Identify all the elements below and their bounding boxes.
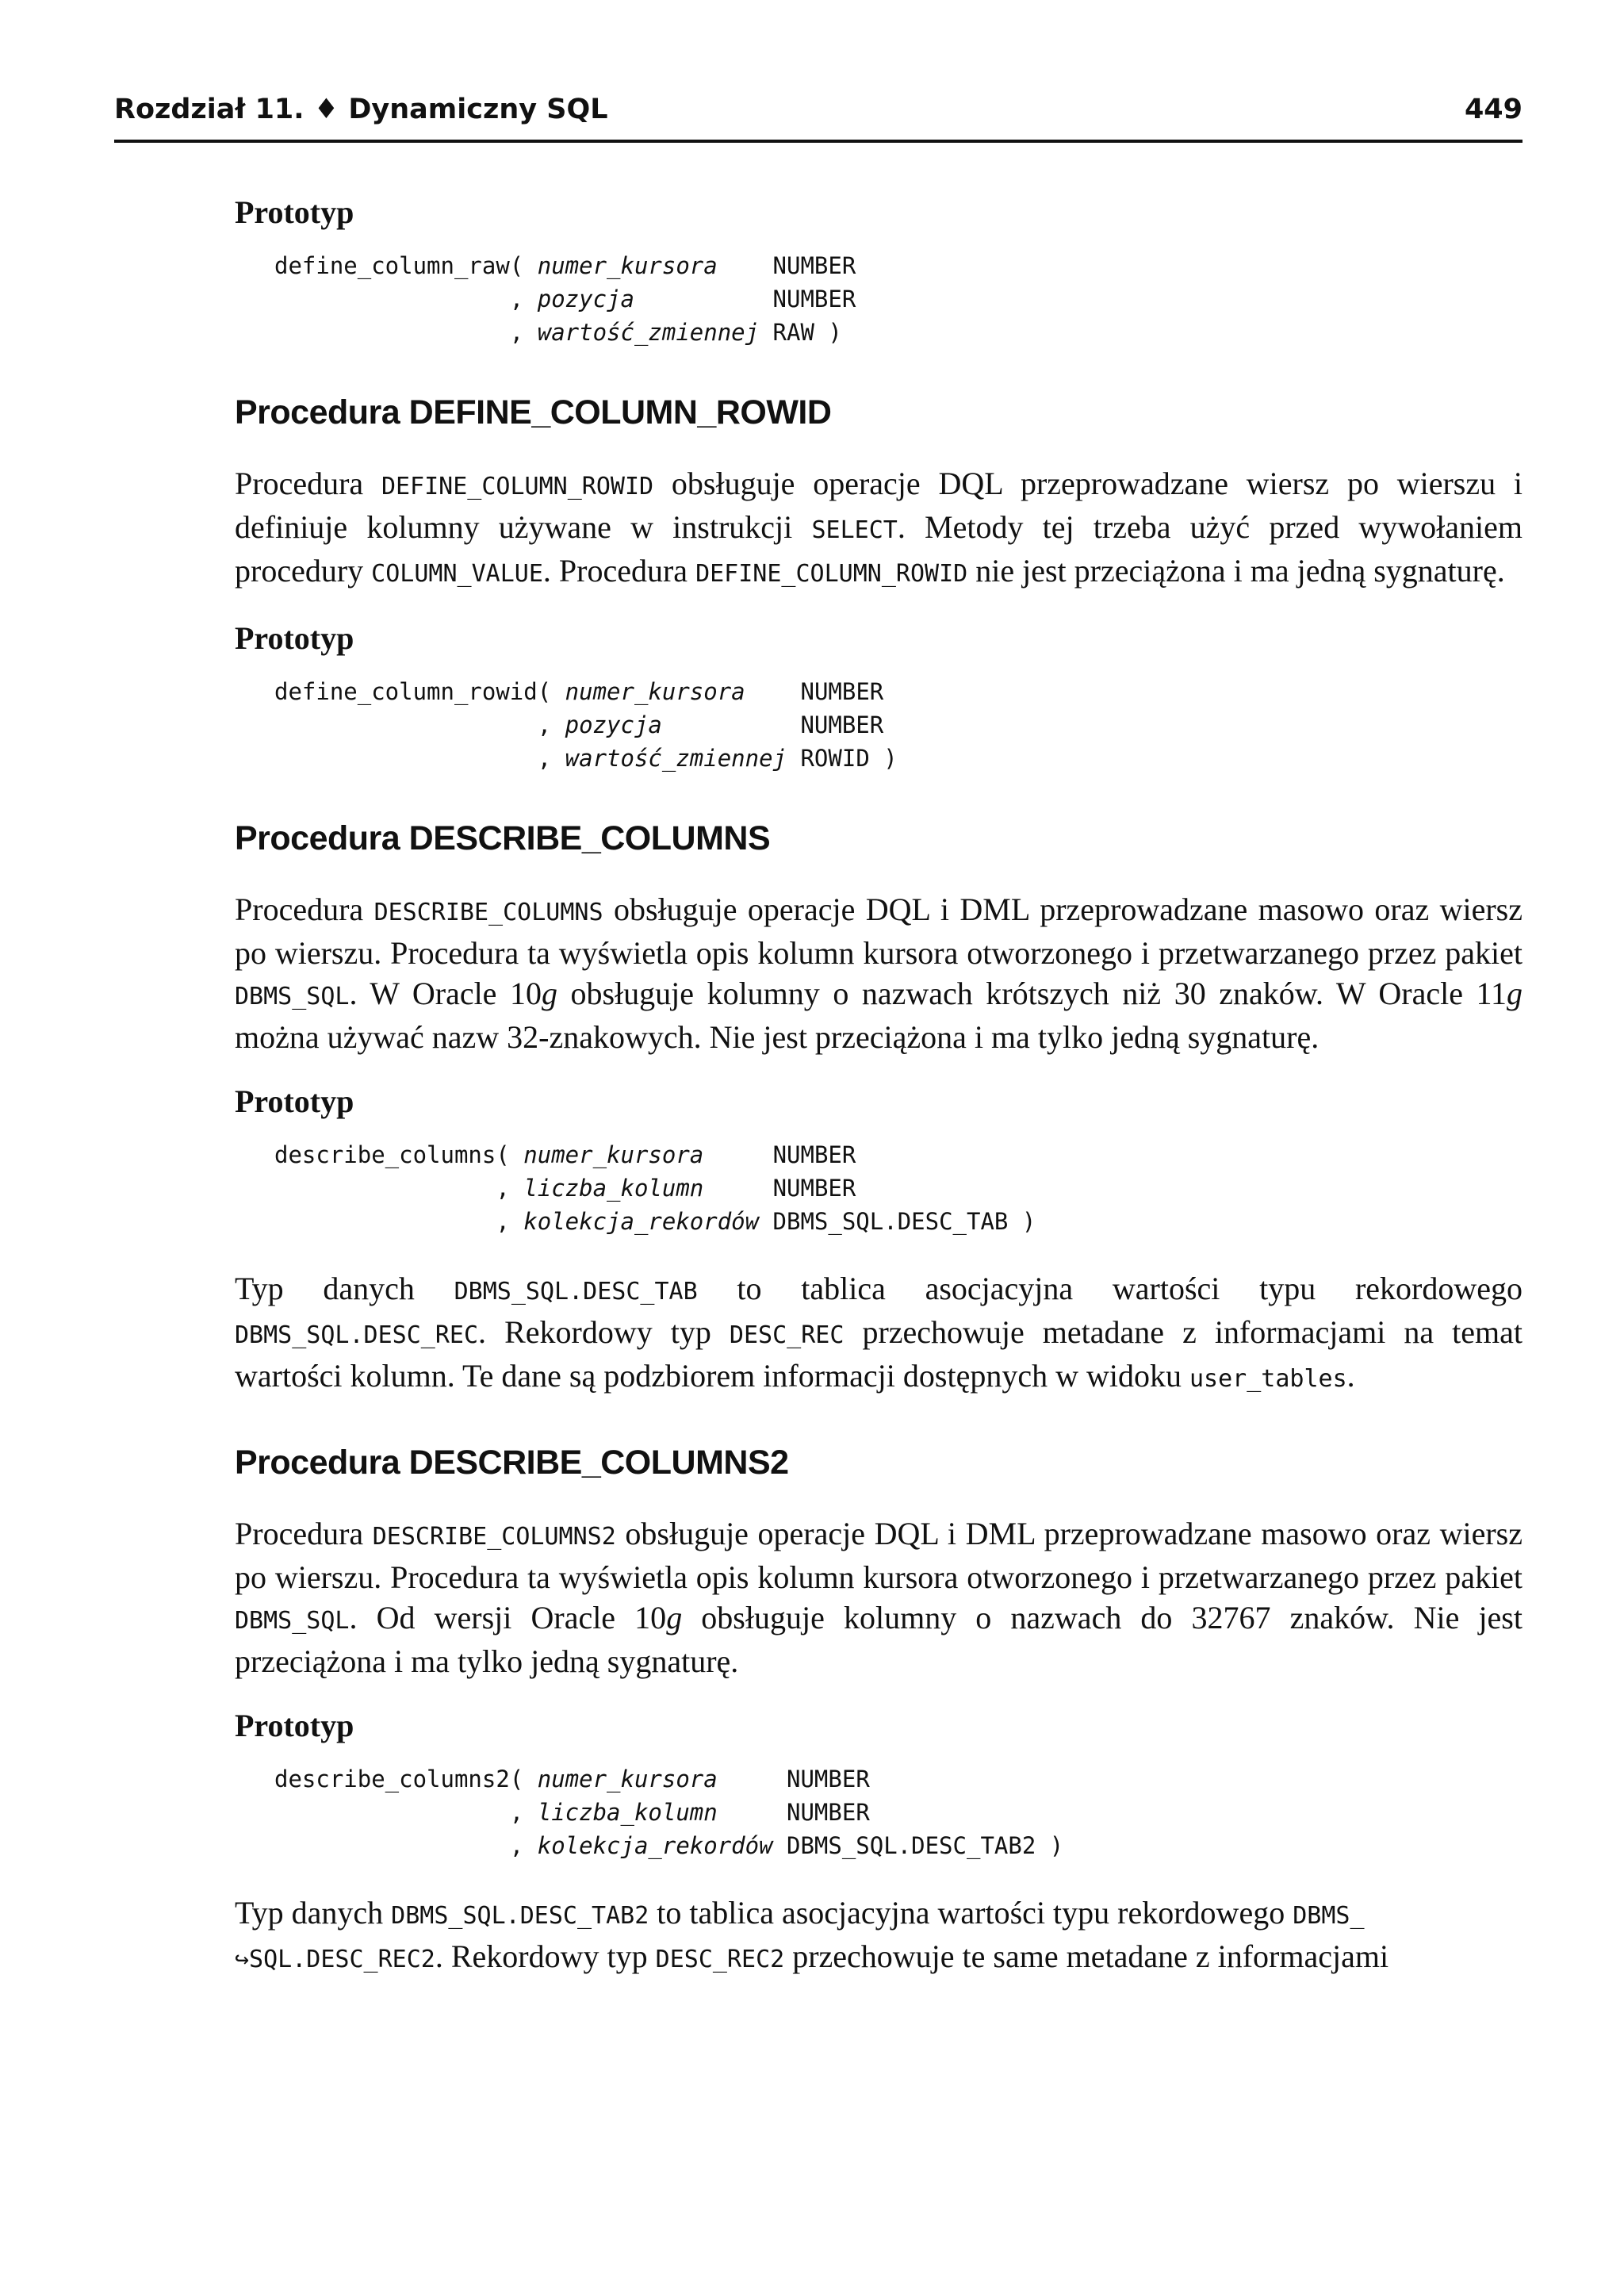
paragraph: Typ danych DBMS_SQL.DESC_TAB to tablica asocjacyjna wartości typu rekordowego DBMS_SQL.DESC_REC. Rekordowy typ DESC_REC przechowuje metadane z informacjami na temat wartości kolumn. Te dane są podzbiorem informacji dostępnych w widoku user_tables. xyxy=(235,1271,1522,1394)
code-line: , pozycja NUMBER xyxy=(274,711,884,738)
code-line: , pozycja NUMBER xyxy=(274,286,856,313)
prototype-heading: Prototyp xyxy=(235,194,354,230)
code-line: , liczba_kolumn NUMBER xyxy=(274,1175,856,1202)
code-block-define-column-rowid xyxy=(274,675,1522,775)
page-content xyxy=(235,194,1522,1980)
running-header xyxy=(114,94,1522,143)
code-line: , kolekcja_rekordów DBMS_SQL.DESC_TAB ) xyxy=(274,1208,1036,1235)
code-line: define_column_rowid( numer_kursora NUMBER xyxy=(274,678,884,705)
paragraph: Procedura DEFINE_COLUMN_ROWID obsługuje operacje DQL przeprowadzane wiersz po wierszu i definiuje kolumny używane w instrukcji SELECT. Metody tej trzeba użyć przed wywołaniem procedury COLUMN_VALUE. Procedura DEFINE_COLUMN_ROWID nie jest przeciążona i ma jedną sygnaturę. xyxy=(235,466,1523,589)
prototype-heading: Prototyp xyxy=(235,620,354,656)
code-line: describe_columns2( numer_kursora NUMBER xyxy=(274,1766,870,1793)
code-line: , kolekcja_rekordów DBMS_SQL.DESC_TAB2 ) xyxy=(274,1832,1064,1859)
code-block-define-column-raw xyxy=(274,249,1522,349)
chapter-title: Rozdział 11. ♦ Dynamiczny SQL xyxy=(114,94,608,125)
code-block-describe-columns xyxy=(274,1138,1522,1238)
code-line: , wartość_zmiennej RAW ) xyxy=(274,319,842,346)
prototype-heading: Prototyp xyxy=(235,1083,354,1119)
code-line: describe_columns( numer_kursora NUMBER xyxy=(274,1141,856,1168)
paragraph: Typ danych DBMS_SQL.DESC_TAB2 to tablica asocjacyjna wartości typu rekordowego DBMS_ ↪SQL.DESC_REC2. Rekordowy typ DESC_REC2 przechowuje te same metadane z informacjami xyxy=(235,1895,1389,1974)
section-heading-describe-columns: Procedura DESCRIBE_COLUMNS xyxy=(235,819,771,857)
section-heading-define-column-rowid: Procedura DEFINE_COLUMN_ROWID xyxy=(235,393,832,431)
code-line: , wartość_zmiennej ROWID ) xyxy=(274,745,898,772)
page-number: 449 xyxy=(1464,94,1522,125)
code-block-describe-columns2 xyxy=(274,1762,1522,1862)
code-line: , liczba_kolumn NUMBER xyxy=(274,1799,870,1826)
code-line: define_column_raw( numer_kursora NUMBER xyxy=(274,252,856,279)
paragraph: Procedura DESCRIBE_COLUMNS obsługuje operacje DQL i DML przeprowadzane masowo oraz wiersz po wierszu. Procedura ta wyświetla opis kolumn kursora otworzonego i przetwarzanego przez pakiet DBMS_SQL. W Oracle 10g obsługuje kolumny o nazwach krótszych niż 30 znaków. W Oracle 11g można używać nazw 32-znakowych. Nie jest przeciążona i ma tylko jedną sygnaturę. xyxy=(235,892,1523,1055)
section-heading-describe-columns2: Procedura DESCRIBE_COLUMNS2 xyxy=(235,1444,789,1482)
prototype-heading: Prototyp xyxy=(235,1708,354,1743)
paragraph: Procedura DESCRIBE_COLUMNS2 obsługuje operacje DQL i DML przeprowadzane masowo oraz wiersz po wierszu. Procedura ta wyświetla opis kolumn kursora otworzonego i przetwarzanego przez pakiet DBMS_SQL. Od wersji Oracle 10g obsługuje kolumny o nazwach do 32767 znaków. Nie jest przeciążona i ma tylko jedną sygnaturę. xyxy=(235,1516,1522,1679)
